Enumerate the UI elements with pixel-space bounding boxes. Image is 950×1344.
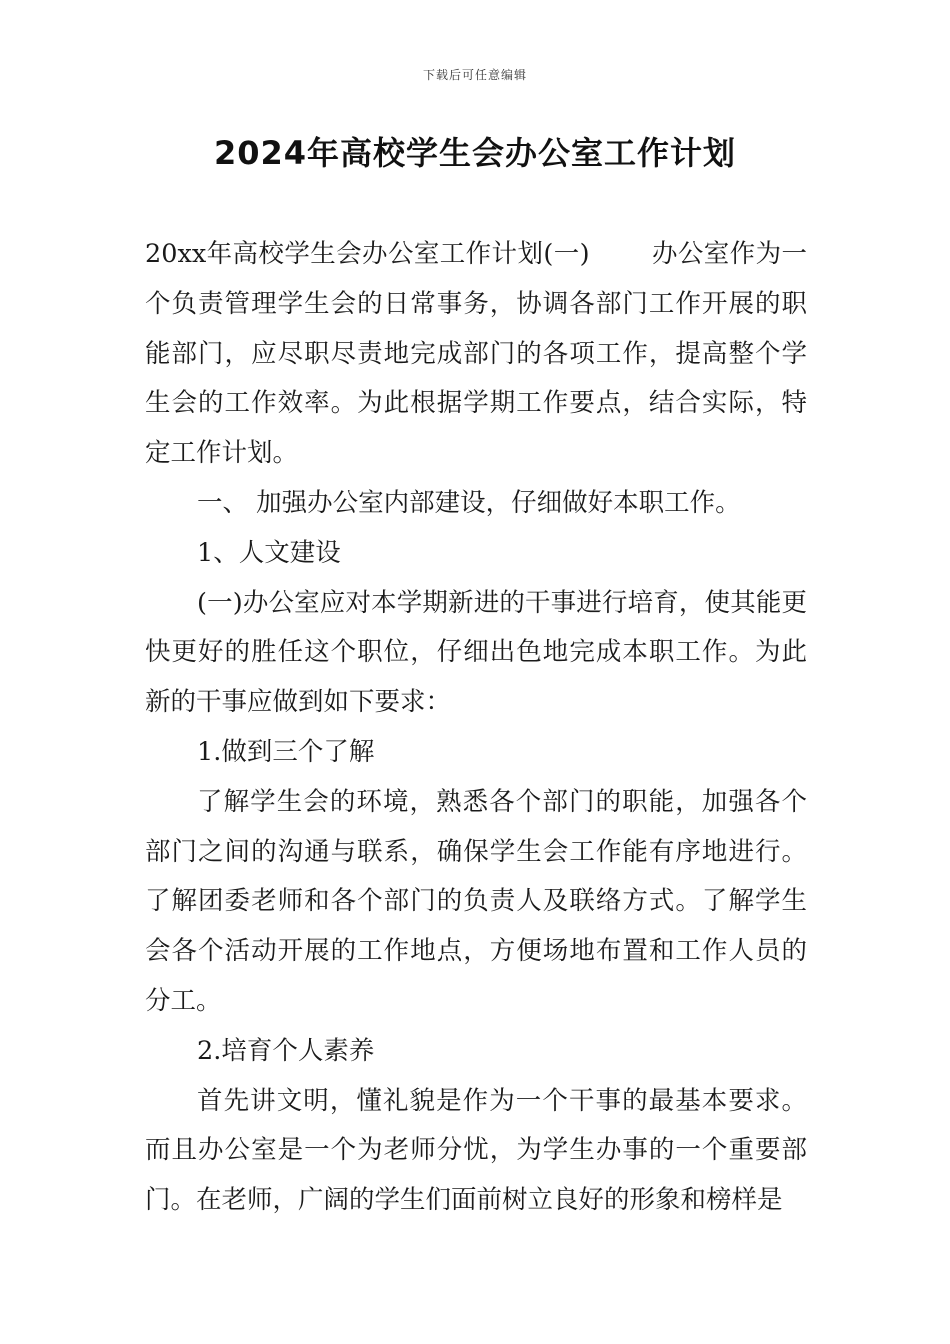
paragraph-training: (一)办公室应对本学期新进的干事进行培育，使其能更快更好的胜任这个职位，仔细出色地完成本职工作。为此新的干事应做到如下要求： [145,587,807,718]
paragraph-intro [145,230,807,479]
item-heading-1: 1.做到三个了解 [197,736,375,767]
paragraph-understanding: 了解学生会的环境，熟悉各个部门的职能，加强各个部门之间的沟通与联系，确保学生会工作能有序地进行。了解团委老师和各个部门的负责人及联络方式。了解学生会各个活动开展的工作地点，方便场地布置和工作人员的分工。 [145,786,807,1016]
item-heading-2: 2.培育个人素养 [197,1035,375,1066]
header-note: 下载后可任意编辑 [422,68,527,82]
document-title: 2024年高校学生会办公室工作计划 [213,134,737,172]
intro-heading: 20xx年高校学生会办公室工作计划(一) [145,239,590,269]
subsection-heading-1: 1、人文建设 [197,537,341,568]
section-heading-1: 一、 加强办公室内部建设，仔细做好本职工作。 [197,487,741,518]
document-body [145,230,807,1226]
intro-body: 办公室作为一个负责管理学生会的日常事务，协调各部门工作开展的职能部门，应尽职尽责地完成部门的各项工作，提高整个学生会的工作效率。为此根据学期工作要点，结合实际，特定工作计划。 [145,239,807,469]
paragraph-etiquette: 首先讲文明，懂礼貌是作为一个干事的最基本要求。而且办公室是一个为老师分忧，为学生办事的一个重要部门。在老师，广阔的学生们面前树立良好的形象和榜样是 [145,1085,807,1216]
